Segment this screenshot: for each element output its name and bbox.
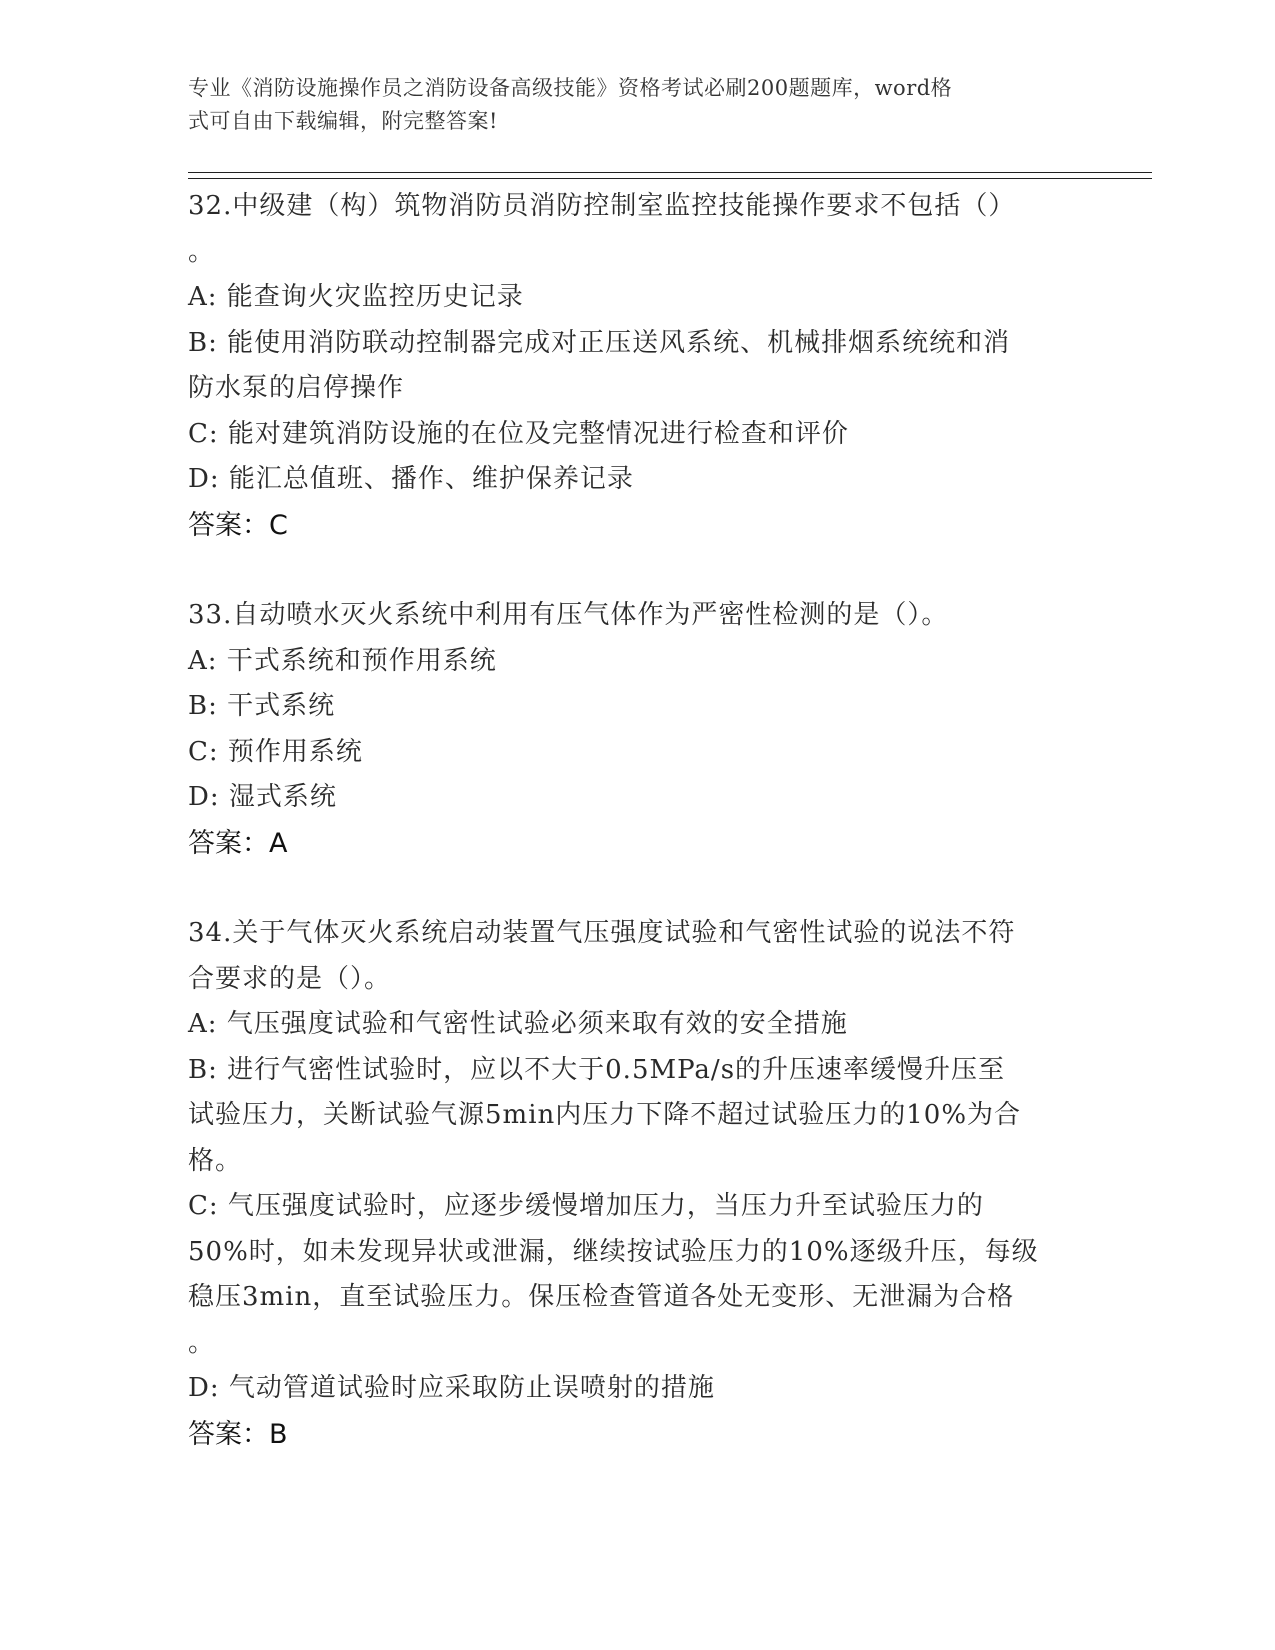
option-b: B: 进行气密性试验时，应以不大于0.5MPa/s的升压速率缓慢升压至 [188,1054,1006,1085]
option-b-cont: 格。 [188,1145,243,1176]
header-line-1: 专业《消防设施操作员之消防设备高级技能》资格考试必刷200题题库，word格 [188,76,953,100]
option-a: A: 能查询火灾监控历史记录 [188,282,524,312]
question-stem-line: 32.中级建（构）筑物消防员消防控制室监控技能操作要求不包括（） [188,191,1016,221]
header-rule-top [188,172,1152,173]
header-line-2: 式可自由下载编辑，附完整答案! [188,109,498,133]
option-c-cont: 50%时，如未发现异状或泄漏，继续按试验压力的10%逐级升压，每级 [188,1236,1039,1267]
option-b-cont: 防水泵的启停操作 [188,373,405,403]
option-c: C: 能对建筑消防设施的在位及完整情况进行检查和评价 [188,418,849,449]
question-stem-line: 。 [188,236,216,267]
answer-label: 答案：B [188,1418,288,1450]
question-stem-line: 33.自动喷水灭火系统中利用有压气体作为严密性检测的是（）。 [188,600,949,630]
option-b-cont: 试验压力，关断试验气源5min内压力下降不超过试验压力的10%为合 [188,1100,1022,1130]
question-stem-line: 34.关于气体灭火系统启动装置气压强度试验和气密性试验的说法不符 [188,918,1016,948]
question-list [188,184,1068,1457]
question-34 [188,911,1068,1457]
option-c: C: 预作用系统 [188,736,363,767]
answer-label: 答案：C [188,509,288,541]
question-stem-line: 合要求的是（）。 [188,963,392,994]
answer-label: 答案：A [188,827,288,859]
option-b: B: 能使用消防联动控制器完成对正压送风系统、机械排烟系统统和消 [188,327,1011,358]
question-33 [188,593,1068,866]
question-32 [188,184,1068,548]
document-header [188,72,1068,138]
option-d: D: 能汇总值班、播作、维护保养记录 [188,464,634,494]
header-rule-bottom [188,178,1152,179]
option-c: C: 气压强度试验时，应逐步缓慢增加压力，当压力升至试验压力的 [188,1191,984,1221]
option-c-cont: 稳压3min，直至试验压力。保压检查管道各处无变形、无泄漏为合格 [188,1282,1015,1312]
option-a: A: 气压强度试验和气密性试验必须来取有效的安全措施 [188,1009,848,1039]
option-a: A: 干式系统和预作用系统 [188,645,497,676]
option-d: D: 湿式系统 [188,782,337,812]
option-d: D: 气动管道试验时应采取防止误喷射的措施 [188,1373,715,1403]
option-b: B: 干式系统 [188,691,336,721]
option-c-cont: 。 [188,1327,216,1358]
